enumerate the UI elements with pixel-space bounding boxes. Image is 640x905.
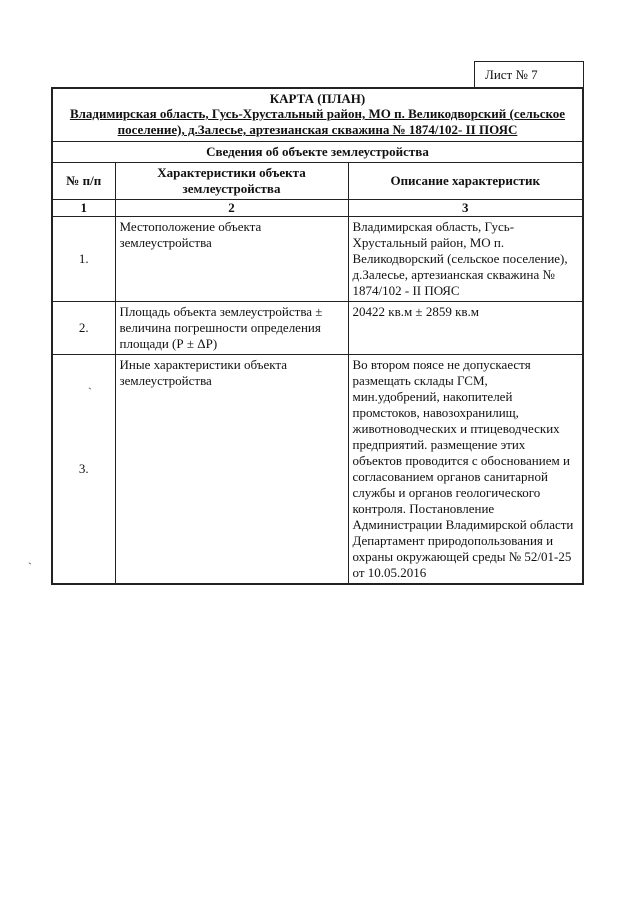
- row-description: Во втором поясе не допускаестя размещать склады ГСМ, мин.удобрений, накопителей промстоков, навозохранилищ, животноводческих и птицеводческих предприятий. размещение этих объектов проводится с обоснованием и согласованием органов санитарной службы и органов геологического контроля. Постановление Администрации Владимирской области Департамент природопользования и охраны окружающей среды № 52/01-25 от 10.05.2016: [348, 355, 582, 584]
- header-characteristic: Характеристики объекта землеустройства: [115, 163, 348, 200]
- scan-mark: ˏ: [88, 376, 92, 390]
- header-description: Описание характеристик: [348, 163, 582, 200]
- column-number: 3: [348, 200, 582, 217]
- characteristics-table: [53, 163, 582, 583]
- table-row: [53, 302, 582, 355]
- row-characteristic: Площадь объекта землеустройства ± величина погрешности определения площади (Р ± ΔР): [115, 302, 348, 355]
- table-row: [53, 217, 582, 302]
- document-title: КАРТА (ПЛАН): [269, 91, 366, 106]
- row-characteristic: Местоположение объекта землеустройства: [115, 217, 348, 302]
- document-header: [53, 89, 582, 142]
- column-number-row: [53, 200, 582, 217]
- row-number: 2.: [53, 302, 115, 355]
- table-header-row: [53, 163, 582, 200]
- row-number: 1.: [53, 217, 115, 302]
- row-description: Владимирская область, Гусь-Хрустальный район, МО п. Великодворский (сельское поселение), д.Залесье, артезианская скважина № 1874/102 - II ПОЯС: [348, 217, 582, 302]
- section-title: Сведения об объекте землеустройства: [53, 142, 582, 163]
- row-characteristic: Иные характеристики объекта землеустройства: [115, 355, 348, 584]
- sheet-number: 7: [531, 67, 538, 82]
- sheet-label: Лист №: [485, 67, 528, 82]
- table-row: [53, 355, 582, 584]
- row-number: 3.: [53, 355, 115, 584]
- scan-mark: ˏ: [28, 551, 32, 565]
- document-subtitle: Владимирская область, Гусь-Хрустальный район, МО п. Великодворский (сельское поселение), д.Залесье, артезианская скважина № 1874/102- II ПОЯС: [69, 106, 566, 137]
- column-number: 1: [53, 200, 115, 217]
- row-description: 20422 кв.м ± 2859 кв.м: [348, 302, 582, 355]
- header-num: № п/п: [53, 163, 115, 200]
- sheet-number-box: [474, 61, 584, 87]
- document-frame: [51, 87, 584, 585]
- column-number: 2: [115, 200, 348, 217]
